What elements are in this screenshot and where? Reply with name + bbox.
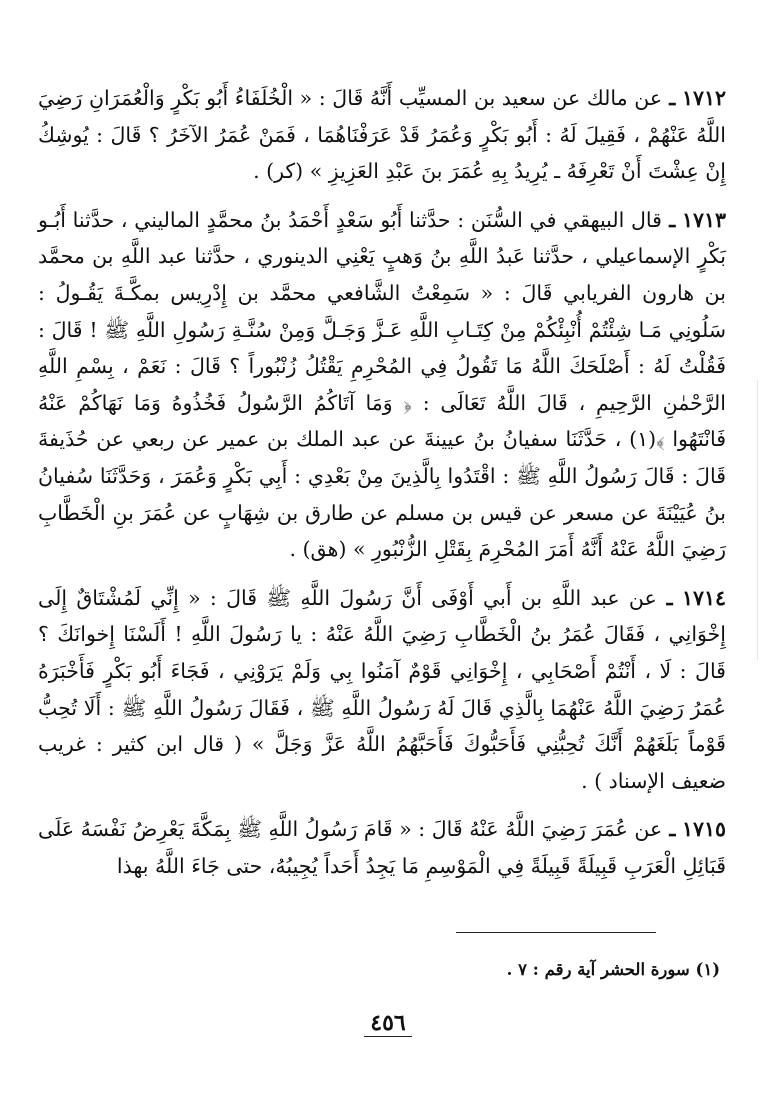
hadith-text: قال البيهقي في السُّنَن : حدَّثنا أَبُو سَعْدٍ أَحْمَدُ بنُ محمَّدٍ الماليني ، حدَّثنا أَبُـو بَكْرٍ الإسماعيلي ، حدَّثنا عَبدُ اللَّهِ بنُ وَهبٍ يَعْنِي الدينوري ، حدَّثنا عبد اللَّهِ بن محمَّد بن هارون الفريابي قَالَ : « سَمِعْتُ الشَّافعي محمَّد بن إِدْرِيس بمكَّـةَ يَقُـولُ : سَلُونِي مَـا شِئْتُمْ أُنْبِئْكُمْ مِنْ كِتَـابِ اللَّهِ عَـزَّ وَجَـلَّ وَمِنْ سُنَّـةِ رَسُولِ اللَّهِ ﷺ ! قَالَ : فَقُلْتُ لَهُ : أَصْلَحَكَ اللَّهُ مَا تَقُولُ فِي المُحْرِمِ يَقْتُلُ زُنْبُوراً ؟ قَالَ : نَعَمْ ، بِسْمِ اللَّهِ الرَّحْمٰنِ الرَّحِيمِ ، قَالَ اللَّهُ تَعَالَى : ﴿ وَمَا آتَاكُمُ الرَّسُولُ فَخُذُوهُ وَمَا نَهَاكُمْ عَنْهُ فَانْتَهُوا ﴾(١) ، حَدَّثَنَا سفيانُ بنُ عيينةَ عن عبد الملك بن عمير عن ربعي عن حُذَيفةَ قَالَ : قَالَ رَسُولُ اللَّهِ ﷺ : اقْتَدُوا بِالَّذِينَ مِنْ بَعْدِي : أَبِي بَكْرٍ وَعُمَرَ ، وَحَدَّثَنَا سُفيانُ بنُ عُيَيْنَةَ عن مسعر عن قيس بن مسلم عن طارق بن شِهَابٍ عن عُمَرَ بنِ الْخَطَّابِ رَضِيَ اللَّهُ عَنْهُ أَنَّهُ أَمَرَ المُحْرِمَ بِقَتْلِ الزُّنْبُورِ » (هق) . — [38, 207, 726, 562]
body-text — [38, 80, 726, 884]
scan-edge-mark — [757, 380, 776, 660]
hadith-number: ١٧١٢ — [681, 86, 726, 110]
hadith-1712: ١٧١٢ ـ عن مالك عن سعيد بن المسيِّب أَنَّهُ قَالَ : « الْخُلَفَاءُ أَبُو بَكْرٍ وَالْعُمَرَانِ رَضِيَ اللَّهُ عَنْهُمْ ، فَقِيلَ لَهُ : أَبُو بَكْرٍ وَعُمَرُ قَدْ عَرَفْنَاهُمَا ، فَمَنْ عُمَرُ الآخَرُ ؟ قَالَ : يُوشِكُ إِنْ عِشْتَ أَنْ تَعْرِفَهُ ـ يُرِيدُ بِهِ عُمَرَ بنَ عَبْدِ العَزِيزِ » (كر) . — [38, 86, 726, 184]
hadith-1713: ١٧١٣ ـ قال البيهقي في السُّنَن : حدَّثنا أَبُو سَعْدٍ أَحْمَدُ بنُ محمَّدٍ الماليني ، حدَّثنا أَبُـو بَكْرٍ الإسماعيلي ، حدَّثنا عَبدُ اللَّهِ بنُ وَهبٍ يَعْنِي الدينوري ، حدَّثنا عبد اللَّهِ بن محمَّد بن هارون الفريابي قَالَ : « سَمِعْتُ الشَّافعي محمَّد بن إِدْرِيس بمكَّـةَ يَقُـولُ : سَلُونِي مَـا شِئْتُمْ أُنْبِئْكُمْ مِنْ كِتَـابِ اللَّهِ عَـزَّ وَجَـلَّ وَمِنْ سُنَّـةِ رَسُولِ اللَّهِ ﷺ ! قَالَ : فَقُلْتُ لَهُ : أَصْلَحَكَ اللَّهُ مَا تَقُولُ فِي المُحْرِمِ يَقْتُلُ زُنْبُوراً ؟ قَالَ : نَعَمْ ، بِسْمِ اللَّهِ الرَّحْمٰنِ الرَّحِيمِ ، قَالَ اللَّهُ تَعَالَى : ﴿ وَمَا آتَاكُمُ الرَّسُولُ فَخُذُوهُ وَمَا نَهَاكُمْ عَنْهُ فَانْتَهُوا ﴾(١) ، حَدَّثَنَا سفيانُ بنُ عيينةَ عن عبد الملك بن عمير عن ربعي عن حُذَيفةَ قَالَ : قَالَ رَسُولُ اللَّهِ ﷺ : اقْتَدُوا بِالَّذِينَ مِنْ بَعْدِي : أَبِي بَكْرٍ وَعُمَرَ ، وَحَدَّثَنَا سُفيانُ بنُ عُيَيْنَةَ عن مسعر عن قيس بن مسلم عن طارق بن شِهَابٍ عن عُمَرَ بنِ الْخَطَّابِ رَضِيَ اللَّهُ عَنْهُ أَنَّهُ أَمَرَ المُحْرِمَ بِقَتْلِ الزُّنْبُورِ » (هق) . — [38, 207, 726, 562]
hadith-text: عن عبد اللَّهِ بن أَبي أَوْفَى أَنَّ رَسُولَ اللَّهِ ﷺ قَالَ : « إِنِّي لَمُشْتَاقٌ إِلَى إِخْوَانِي ، فَقَالَ عُمَرُ بنُ الْخَطَّابِ رَضِيَ اللَّهُ عَنْهُ : يا رَسُولَ اللَّهِ ! أَلَسْنَا إِخوانَكَ ؟ قَالَ : لَا ، أَنْتُمْ أَصْحَابِي ، إِخْوَانِي قَوْمٌ آمَنُوا بِي وَلَمْ يَرَوْنِي ، فَجَاءَ أَبُو بَكْرٍ فَأَخْبَرَهُ عُمَرُ رَضِيَ اللَّهُ عَنْهُمَا بِالَّذِي قَالَ لَهُ رَسُولُ اللَّهِ ﷺ ، فَقَالَ رَسُولُ اللَّهِ ﷺ : أَلَا تُحِبُّ قَوْماً بَلَغَهُمْ أَنَّكَ تُحِبُّنِي فَأَحَبُّوكَ فَأَحَبَّهُمُ اللَّهُ عَزَّ وَجَلَّ » ( قال ابن كثير : غريب ضعيف الإسناد ) . — [38, 585, 726, 793]
hadith-text: عن مالك عن سعيد بن المسيِّب أَنَّهُ قَالَ : « الْخُلَفَاءُ أَبُو بَكْرٍ وَالْعُمَرَانِ رَضِيَ اللَّهُ عَنْهُمْ ، فَقِيلَ لَهُ : أَبُو بَكْرٍ وَعُمَرُ قَدْ عَرَفْنَاهُمَا ، فَمَنْ عُمَرُ الآخَرُ ؟ قَالَ : يُوشِكُ إِنْ عِشْتَ أَنْ تَعْرِفَهُ ـ يُرِيدُ بِهِ عُمَرَ بنَ عَبْدِ العَزِيزِ » (كر) . — [38, 86, 726, 184]
footnote: (١) سورة الحشر آية رقم : ٧ . — [506, 960, 720, 979]
footnote-divider — [456, 932, 656, 933]
hadith-number: ١٧١٣ — [681, 207, 726, 232]
page-number-container — [0, 1010, 776, 1036]
hadith-1714: ١٧١٤ ـ عن عبد اللَّهِ بن أَبي أَوْفَى أَنَّ رَسُولَ اللَّهِ ﷺ قَالَ : « إِنِّي لَمُشْتَاقٌ إِلَى إِخْوَانِي ، فَقَالَ عُمَرُ بنُ الْخَطَّابِ رَضِيَ اللَّهُ عَنْهُ : يا رَسُولَ اللَّهِ ! أَلَسْنَا إِخوانَكَ ؟ قَالَ : لَا ، أَنْتُمْ أَصْحَابِي ، إِخْوَانِي قَوْمٌ آمَنُوا بِي وَلَمْ يَرَوْنِي ، فَجَاءَ أَبُو بَكْرٍ فَأَخْبَرَهُ عُمَرُ رَضِيَ اللَّهُ عَنْهُمَا بِالَّذِي قَالَ لَهُ رَسُولُ اللَّهِ ﷺ ، فَقَالَ رَسُولُ اللَّهِ ﷺ : أَلَا تُحِبُّ قَوْماً بَلَغَهُمْ أَنَّكَ تُحِبُّنِي فَأَحَبُّوكَ فَأَحَبَّهُمُ اللَّهُ عَزَّ وَجَلَّ » ( قال ابن كثير : غريب ضعيف الإسناد ) . — [38, 585, 726, 793]
hadith-1715: ١٧١٥ ـ عن عُمَرَ رَضِيَ اللَّهُ عَنْهُ قَالَ : « قَامَ رَسُولُ اللَّهِ ﷺ بِمَكَّةَ يَعْرِضُ نَفْسَهُ عَلَى قَبَائِلِ الْعَرَبِ قَبِيلَةً قَبِيلَةً فِي الْمَوْسِمِ مَا يَجِدُ أَحَداً يُجِيبُهُ، حتى جَاءَ اللَّهُ بهذا — [38, 817, 726, 878]
page-number: ٤٥٦ — [364, 1010, 411, 1037]
hadith-text: عن عُمَرَ رَضِيَ اللَّهُ عَنْهُ قَالَ : « قَامَ رَسُولُ اللَّهِ ﷺ بِمَكَّةَ يَعْرِضُ نَفْسَهُ عَلَى قَبَائِلِ الْعَرَبِ قَبِيلَةً قَبِيلَةً فِي الْمَوْسِمِ مَا يَجِدُ أَحَداً يُجِيبُهُ، حتى جَاءَ اللَّهُ بهذا — [38, 817, 726, 878]
hadith-number: ١٧١٥ — [681, 817, 726, 842]
hadith-number: ١٧١٤ — [681, 585, 726, 610]
